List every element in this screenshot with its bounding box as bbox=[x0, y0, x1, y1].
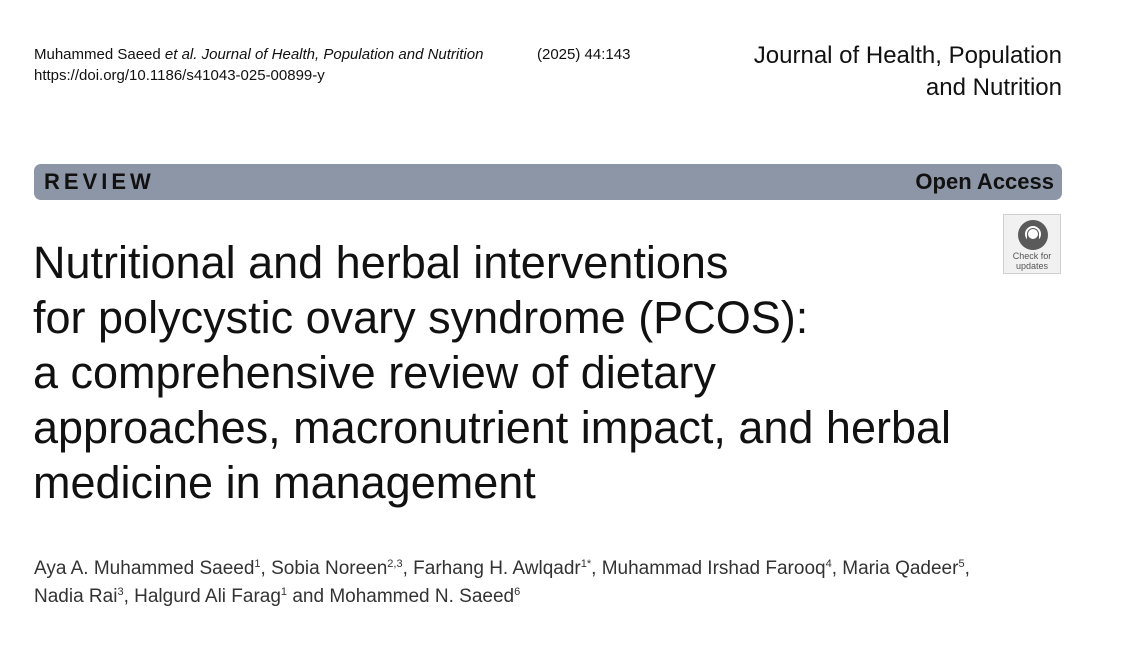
title-line: Nutritional and herbal interventions bbox=[33, 237, 729, 288]
author-name[interactable]: Nadia Rai bbox=[34, 586, 118, 607]
author-separator: , bbox=[260, 558, 272, 579]
author-separator: , bbox=[402, 558, 414, 579]
citation-etal: et al. bbox=[164, 46, 198, 63]
title-line: approaches, macronutrient impact, and herbal bbox=[33, 402, 952, 453]
author-line bbox=[34, 555, 1074, 583]
check-for-updates-line2: updates bbox=[1015, 261, 1049, 271]
citation-journal: Journal of Health, Population and Nutrition bbox=[197, 46, 484, 63]
author-affiliation: 3 bbox=[117, 586, 124, 598]
author-separator: , bbox=[831, 558, 843, 579]
citation-volume: (2025) 44:143 bbox=[537, 46, 631, 63]
title-line: medicine in management bbox=[33, 457, 536, 508]
author-affiliation: 4 bbox=[825, 558, 832, 570]
author-name[interactable]: Halgurd Ali Farag bbox=[134, 586, 281, 607]
author-name[interactable]: Mohammed N. Saeed bbox=[329, 586, 515, 607]
open-access-label: Open Access bbox=[915, 169, 1054, 194]
author-list bbox=[34, 555, 1074, 611]
check-for-updates-line1: Check for bbox=[1012, 251, 1052, 261]
author-affiliation: 5 bbox=[958, 558, 965, 570]
author-separator: , bbox=[964, 558, 970, 579]
check-for-updates-badge[interactable] bbox=[1003, 214, 1061, 274]
check-for-updates-icon bbox=[1017, 219, 1049, 251]
author-name[interactable]: Farhang H. Awlqadr bbox=[413, 558, 581, 579]
author-separator: , bbox=[591, 558, 602, 579]
citation-block bbox=[34, 44, 631, 86]
article-type: REVIEW bbox=[44, 169, 155, 194]
author-affiliation: 1* bbox=[580, 558, 592, 570]
journal-name bbox=[754, 40, 1062, 104]
author-name[interactable]: Maria Qadeer bbox=[842, 558, 959, 579]
author-separator: and bbox=[287, 586, 330, 607]
article-title bbox=[33, 235, 993, 510]
author-name[interactable]: Aya A. Muhammed Saeed bbox=[34, 558, 255, 579]
citation-author: Muhammed Saeed bbox=[34, 46, 165, 63]
author-affiliation: 1 bbox=[280, 586, 288, 598]
author-affiliation: 6 bbox=[514, 586, 521, 598]
article-type-banner bbox=[34, 164, 1062, 200]
journal-name-line1: Journal of Health, Population bbox=[753, 42, 1062, 69]
doi-link[interactable]: https://doi.org/10.1186/s41043-025-00899-y bbox=[34, 67, 325, 84]
title-line: for polycystic ovary syndrome (PCOS): bbox=[33, 292, 809, 343]
check-for-updates-label bbox=[1004, 251, 1060, 271]
author-separator: , bbox=[123, 586, 135, 607]
author-affiliation: 2,3 bbox=[387, 558, 403, 570]
citation-line bbox=[34, 44, 483, 65]
title-line: a comprehensive review of dietary bbox=[33, 347, 716, 398]
journal-name-line2: and Nutrition bbox=[925, 74, 1062, 101]
author-line bbox=[34, 583, 1074, 611]
author-name[interactable]: Muhammad Irshad Farooq bbox=[601, 558, 826, 579]
author-name[interactable]: Sobia Noreen bbox=[271, 558, 388, 579]
author-affiliation: 1 bbox=[254, 558, 261, 570]
